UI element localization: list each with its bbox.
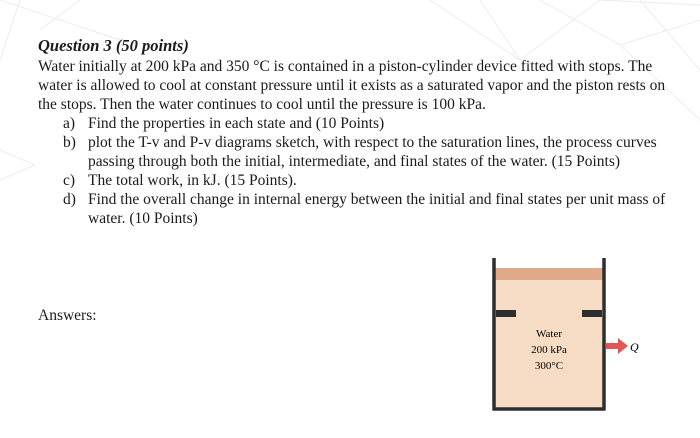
part-marker: a) bbox=[63, 115, 76, 132]
part-text: The total work, in kJ. (15 Points). bbox=[88, 172, 297, 189]
pressure-label: 200 kPa bbox=[531, 344, 567, 356]
question-part-c bbox=[38, 171, 668, 190]
question-parts-list bbox=[38, 114, 668, 228]
question-part-d bbox=[38, 190, 668, 228]
question-part-a bbox=[38, 114, 668, 133]
stop-left bbox=[496, 310, 516, 317]
question-body: Water initially at 200 kPa and 350 °C is contained in a piston-cylinder device fitted with stops. The water is allowed to cool at constant pressure until it exists as a saturated vapor and the piston rests on the stops. Then the water continues to cool until the pressure is 100 kPa. bbox=[38, 58, 666, 113]
heat-out-arrow-icon bbox=[606, 338, 628, 354]
heat-label: Q bbox=[630, 340, 639, 354]
part-marker: b) bbox=[63, 134, 76, 151]
temperature-label: 300°C bbox=[534, 360, 564, 372]
part-marker: d) bbox=[63, 191, 76, 208]
question-block bbox=[38, 36, 668, 228]
question-title: Question 3 (50 points) bbox=[38, 36, 189, 55]
fluid-label: Water bbox=[536, 328, 562, 340]
part-text: Find the overall change in internal energy between the initial and final states per unit mass of water. (10 Points) bbox=[88, 191, 666, 227]
piston bbox=[494, 268, 604, 280]
piston-cylinder-diagram bbox=[480, 250, 680, 430]
part-text: Find the properties in each state and (10 Points) bbox=[88, 115, 385, 132]
part-text: plot the T-v and P-v diagrams sketch, with respect to the saturation lines, the process curves passing through both the initial, intermediate, and final states of the water. (15 Points) bbox=[88, 134, 657, 170]
stop-right bbox=[582, 310, 602, 317]
answers-label: Answers: bbox=[38, 307, 97, 324]
question-part-b bbox=[38, 133, 668, 171]
part-marker: c) bbox=[63, 172, 76, 189]
